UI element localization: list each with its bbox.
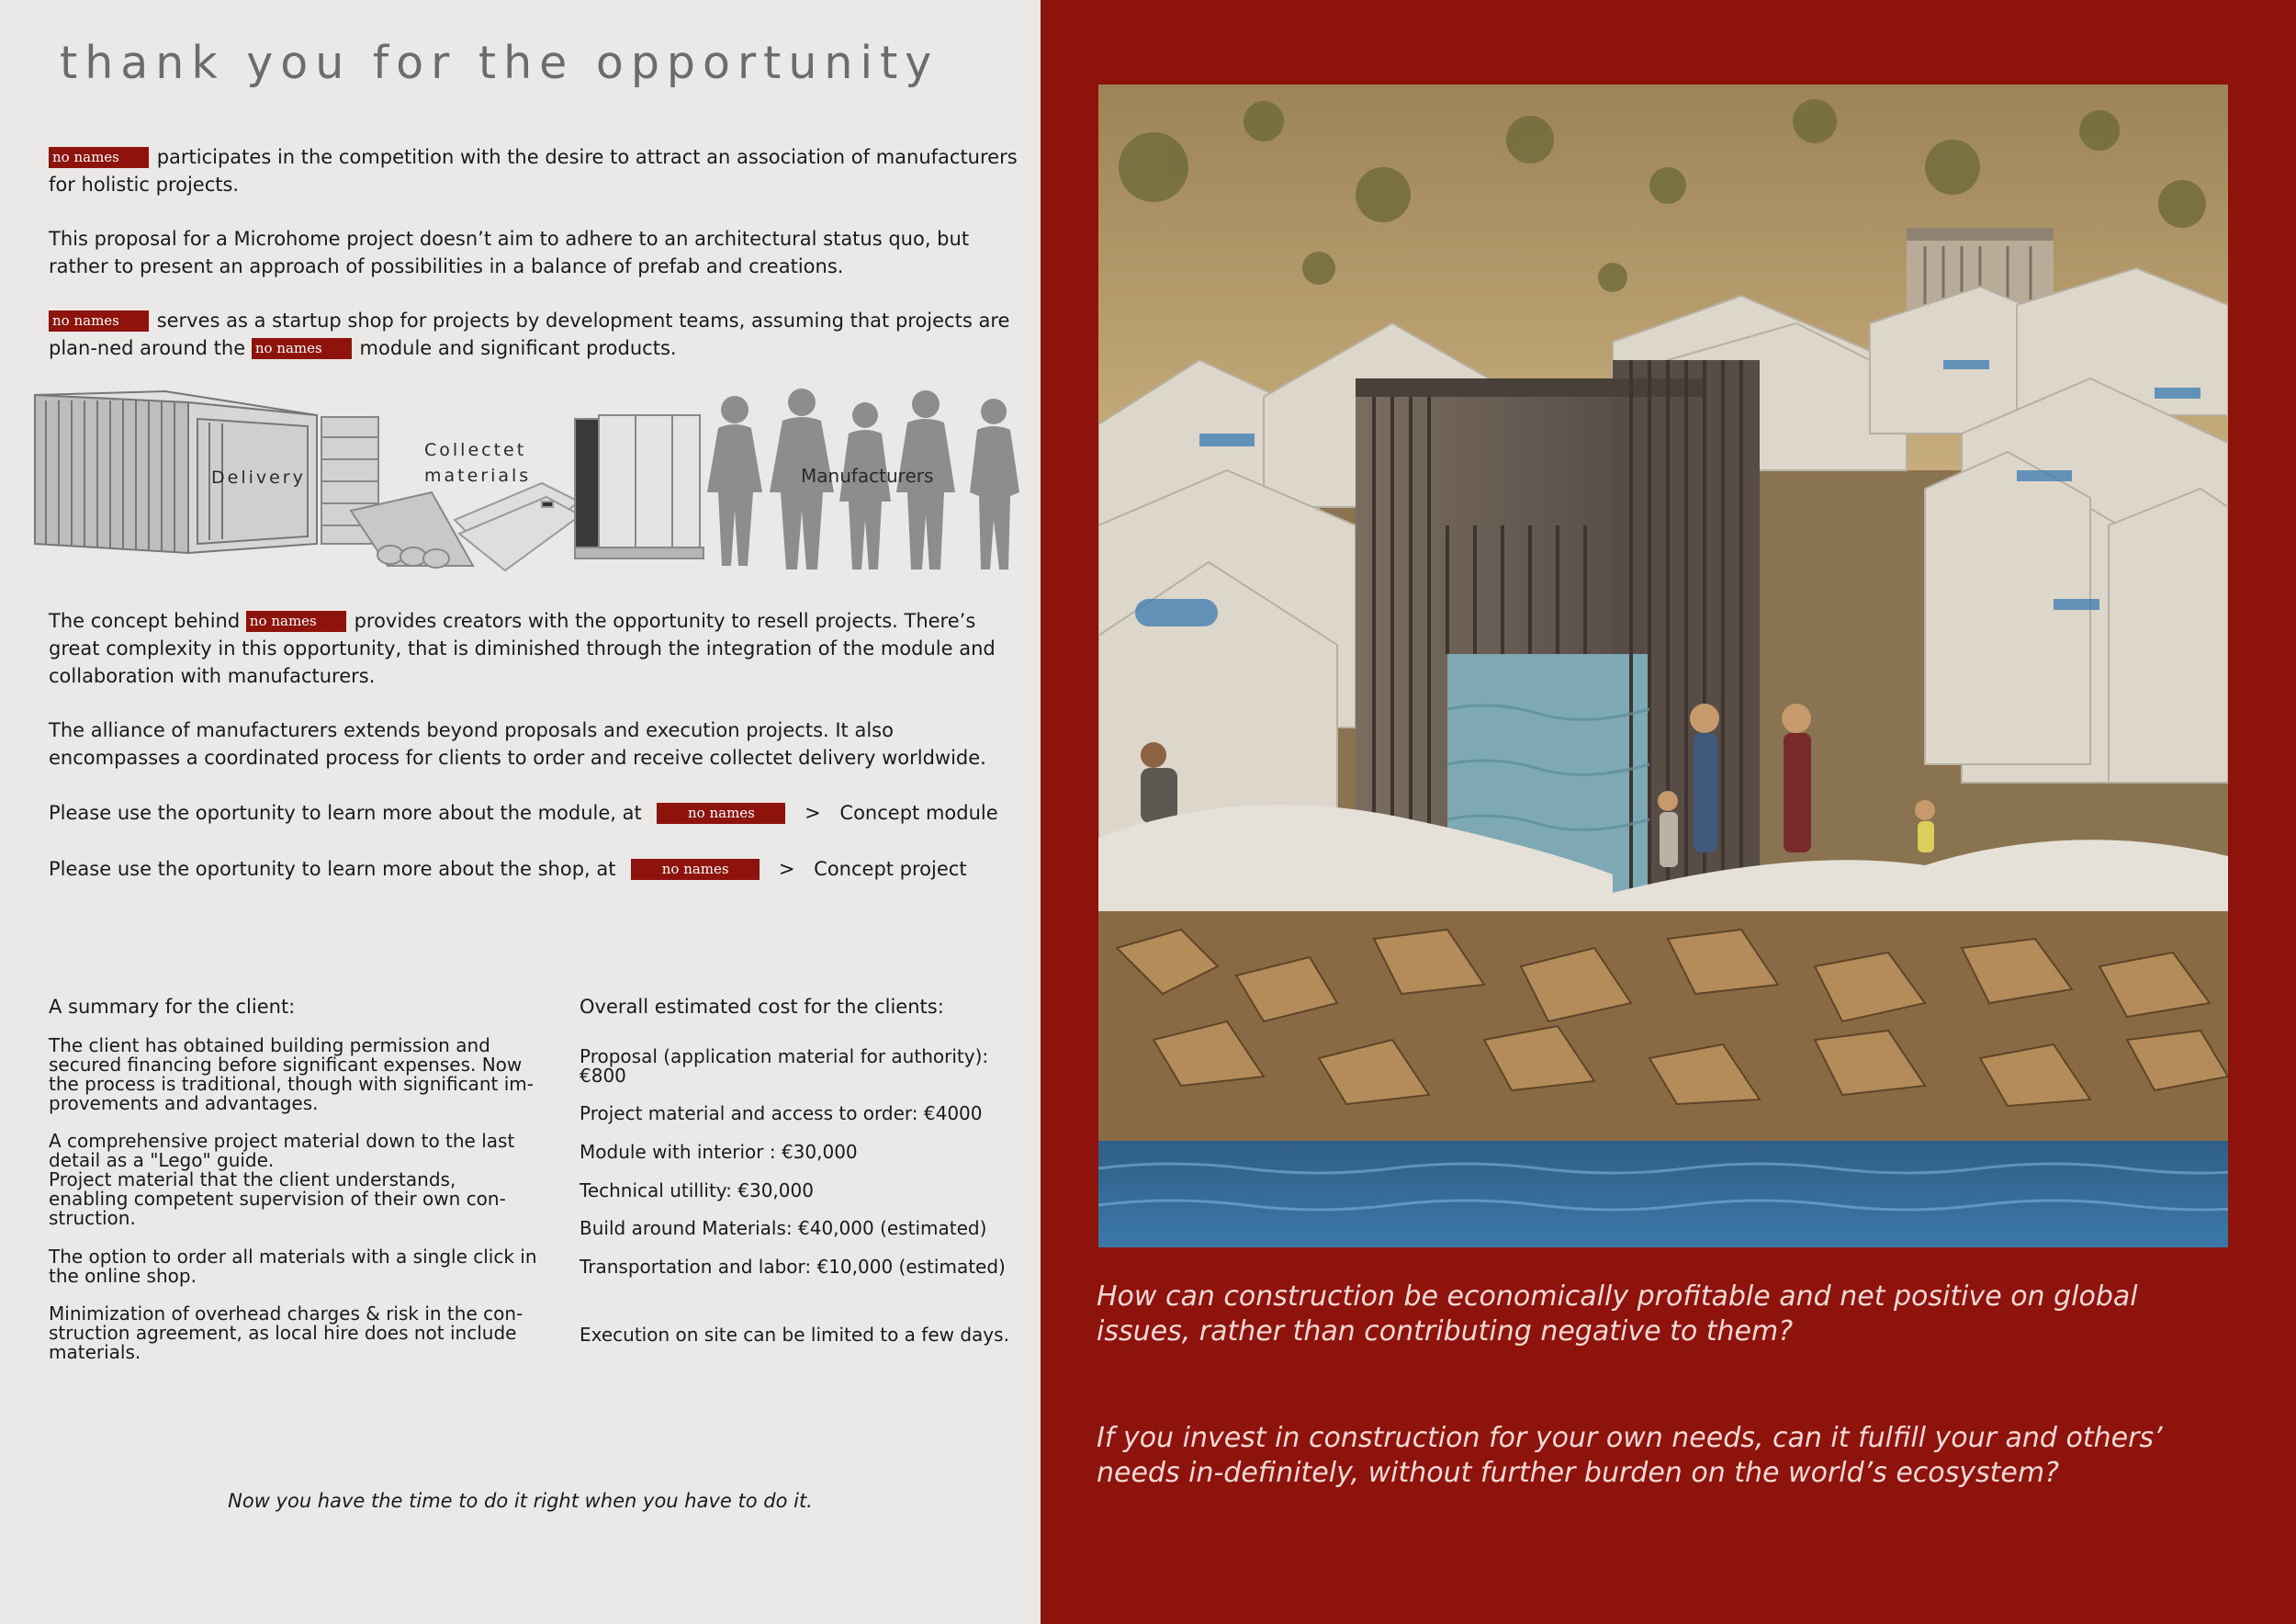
- summary-item: Minimization of overhead charges & risk in the con- struction agreement, as local hire does not include materials.: [49, 1303, 523, 1363]
- no-names-tag: no names: [49, 310, 149, 332]
- question-ecosystem: If you invest in construction for your own needs, can it fulfill your and others’ needs in-definitely, without further burden on the world’s ecosystem?: [1097, 1422, 2163, 1489]
- page-title: thank you for the opportunity: [60, 37, 940, 89]
- module-link-line: [49, 799, 1022, 827]
- module-link-prefix: Please use the oportunity to learn more about the module, at: [49, 802, 642, 824]
- no-names-tag: no names: [49, 147, 149, 168]
- module-link-arrow: >: [805, 802, 821, 824]
- left-panel: [0, 0, 1041, 1624]
- cost-item: Build around Materials: €40,000 (estimated): [580, 1217, 987, 1239]
- intro-paragraph-1-text: participates in the competition with the desire to attract an association of manufacturers for holistic projects.: [49, 146, 1018, 196]
- intro-paragraph-1: [49, 143, 1022, 198]
- intro-paragraph-3-text-a: serves as a startup shop for projects by development teams, assuming that projects are plan-ned around the: [49, 310, 1010, 359]
- microhome-camp-photo-graphic: [1098, 85, 2228, 1247]
- illustration-label-materials-line-2: materials: [424, 466, 532, 486]
- cost-item: Proposal (application material for authority): €800: [580, 1045, 989, 1087]
- no-names-tag: no names: [252, 338, 352, 359]
- illustration-label-materials-line-1: Collectet: [424, 440, 527, 460]
- alliance-paragraph: The alliance of manufacturers extends beyond proposals and execution projects. It also encompasses a coordinated process for clients to order and receive collectet delivery worldwide.: [49, 719, 986, 769]
- module-site-link[interactable]: no names: [657, 803, 785, 824]
- glass-panels-icon: [575, 415, 703, 558]
- illustration-label-manufacturers: Manufacturers: [801, 465, 934, 487]
- cost-item: Module with interior : €30,000: [580, 1141, 858, 1163]
- summary-item: A comprehensive project material down to the last detail as a "Lego" guide. Project material that the client understands, enabling competent supervision of their own con- struction.: [49, 1130, 515, 1229]
- illustration-label-delivery: Delivery: [211, 468, 306, 488]
- microhome-camp-photo: [1098, 85, 2228, 1247]
- cost-item: Execution on site can be limited to a few days.: [580, 1324, 1009, 1346]
- intro-paragraph-2: This proposal for a Microhome project doesn’t aim to adhere to an architectural status quo, but rather to present an approach of possibilities in a balance of prefab and creations.: [49, 228, 970, 277]
- concept-paragraph-text-a: The concept behind: [49, 610, 241, 632]
- costs-heading: Overall estimated cost for the clients:: [580, 996, 944, 1018]
- summary-heading: A summary for the client:: [49, 996, 296, 1018]
- shop-link-arrow: >: [778, 858, 795, 880]
- process-illustration: [28, 382, 1029, 575]
- intro-paragraph-3-text-b: module and significant products.: [359, 337, 677, 359]
- closing-statement: Now you have the time to do it right when you have to do it.: [228, 1490, 813, 1512]
- shop-site-link[interactable]: no names: [631, 859, 760, 880]
- question-economic: How can construction be economically profitable and net positive on global issues, rather than contributing negative to them?: [1097, 1280, 2138, 1348]
- module-link-target[interactable]: Concept module: [839, 802, 998, 824]
- shop-link-target[interactable]: Concept project: [814, 858, 967, 880]
- cost-item: Technical utillity: €30,000: [580, 1179, 814, 1201]
- shop-link-prefix: Please use the oportunity to learn more about the shop, at: [49, 858, 616, 880]
- cost-item: Project material and access to order: €4000: [580, 1102, 983, 1124]
- concept-paragraph: [49, 607, 1022, 690]
- summary-item: The option to order all materials with a single click in the online shop.: [49, 1246, 537, 1287]
- concept-paragraph-text-b: provides creators with the opportunity to resell projects. There’s great complexity in this opportunity, that is diminished through the integration of the module and collaboration with manufacturers.: [49, 610, 996, 687]
- summary-item: The client has obtained building permission and secured financing before significant expenses. Now the process is traditional, though with significant im- provements and advantages.: [49, 1034, 534, 1114]
- no-names-tag: no names: [246, 611, 346, 632]
- intro-paragraph-3: [49, 307, 1022, 362]
- cost-item: Transportation and labor: €10,000 (estimated): [580, 1256, 1006, 1278]
- board-stack-icon: [455, 483, 580, 570]
- shop-link-line: [49, 855, 1022, 883]
